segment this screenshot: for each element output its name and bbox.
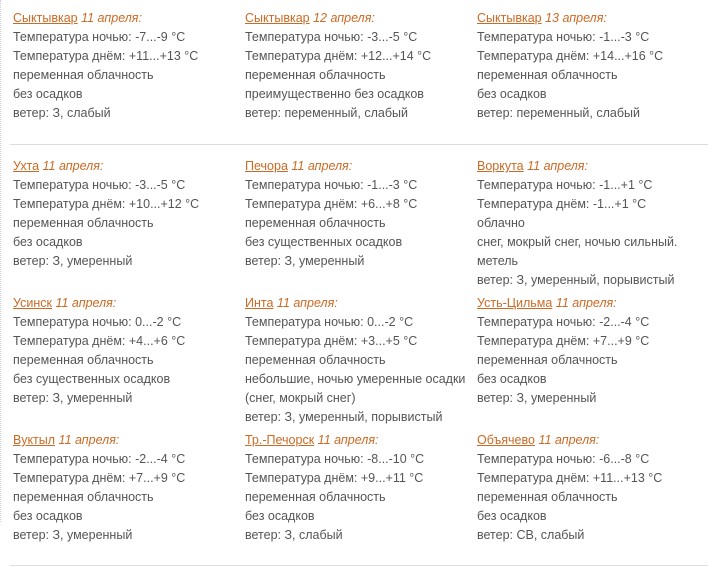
precipitation: небольшие, ночью умеренные осадки — [245, 372, 466, 386]
forecast-date: 11 апреля: — [291, 159, 353, 173]
forecast-date: 11 апреля: — [317, 433, 379, 447]
day-temperature: Температура днём: +11...+13 °C — [477, 471, 663, 485]
forecast-card-syktyvkar-11 — [13, 9, 238, 123]
forecast-title — [13, 157, 238, 176]
day-temperature: Температура днём: +11...+13 °C — [13, 49, 199, 63]
day-temperature: Температура днём: +7...+9 °C — [13, 471, 186, 485]
day-temperature: Температура днём: +9...+11 °C — [245, 471, 424, 485]
wind: ветер: З, умеренный — [245, 254, 365, 268]
precipitation: без осадков — [477, 372, 547, 386]
day-temperature: Температура днём: +7...+9 °C — [477, 334, 650, 348]
night-temperature: Температура ночью: -1...+1 °C — [477, 178, 653, 192]
city-link[interactable]: Печора — [245, 159, 288, 173]
city-link[interactable]: Усть-Цильма — [477, 296, 553, 310]
day-temperature: Температура днём: +6...+8 °C — [245, 197, 418, 211]
cloudiness: переменная облачность — [477, 68, 618, 82]
night-temperature: Температура ночью: -2...-4 °C — [477, 315, 650, 329]
wind: ветер: З, умеренный — [13, 391, 133, 405]
night-temperature: Температура ночью: 0...-2 °C — [245, 315, 414, 329]
section-divider — [10, 144, 708, 145]
night-temperature: Температура ночью: -8...-10 °C — [245, 452, 425, 466]
forecast-date: 11 апреля: — [58, 433, 120, 447]
cloudiness: переменная облачность — [13, 490, 154, 504]
day-temperature: Температура днём: +14...+16 °C — [477, 49, 664, 63]
precipitation-extra: метель — [477, 254, 519, 268]
night-temperature: Температура ночью: -3...-5 °C — [13, 178, 186, 192]
forecast-title — [13, 294, 238, 313]
precipitation: преимущественно без осадков — [245, 87, 424, 101]
city-link[interactable]: Сыктывкар — [477, 11, 542, 25]
forecast-date: 11 апреля: — [42, 159, 104, 173]
wind: ветер: З, умеренный — [477, 391, 597, 405]
precipitation: без осадков — [13, 87, 83, 101]
forecast-title — [245, 9, 470, 28]
night-temperature: Температура ночью: -1...-3 °C — [245, 178, 418, 192]
forecast-title — [245, 431, 470, 450]
wind: ветер: З, умеренный — [13, 528, 133, 542]
precipitation: без осадков — [477, 509, 547, 523]
forecast-title — [477, 9, 702, 28]
cloudiness: переменная облачность — [245, 68, 386, 82]
forecast-date: 11 апреля: — [555, 296, 617, 310]
day-temperature: Температура днём: +10...+12 °C — [13, 197, 200, 211]
forecast-date: 11 апреля: — [276, 296, 338, 310]
city-link[interactable]: Сыктывкар — [13, 11, 78, 25]
day-temperature: Температура днём: +4...+6 °C — [13, 334, 186, 348]
city-link[interactable]: Сыктывкар — [245, 11, 310, 25]
cloudiness: переменная облачность — [245, 216, 386, 230]
wind: ветер: З, умеренный, порывистый — [245, 410, 443, 424]
night-temperature: Температура ночью: -2...-4 °C — [13, 452, 186, 466]
forecast-card-tr-pechorsk — [245, 431, 470, 545]
forecast-title — [477, 431, 702, 450]
precipitation: без осадков — [13, 509, 83, 523]
cloudiness: переменная облачность — [13, 68, 154, 82]
forecast-card-syktyvkar-12 — [245, 9, 470, 123]
forecast-date: 11 апреля: — [538, 433, 600, 447]
cloudiness: переменная облачность — [245, 490, 386, 504]
section-divider-bottom — [10, 565, 708, 566]
forecast-date: 13 апреля: — [545, 11, 607, 25]
cloudiness: переменная облачность — [13, 216, 154, 230]
forecast-card-ust-tsilma — [477, 294, 702, 408]
cloudiness: переменная облачность — [477, 353, 618, 367]
forecast-title — [245, 157, 470, 176]
precipitation: без осадков — [477, 87, 547, 101]
cloudiness: облачно — [477, 216, 525, 230]
forecast-title — [477, 294, 702, 313]
night-temperature: Температура ночью: -1...-3 °C — [477, 30, 650, 44]
day-temperature: Температура днём: +12...+14 °C — [245, 49, 432, 63]
precipitation: без осадков — [13, 235, 83, 249]
forecast-card-syktyvkar-13 — [477, 9, 702, 123]
forecast-date: 11 апреля: — [81, 11, 142, 25]
wind: ветер: З, умеренный, порывистый — [477, 273, 675, 287]
city-link[interactable]: Объячево — [477, 433, 535, 447]
forecast-title — [13, 9, 238, 28]
city-link[interactable]: Ухта — [13, 159, 40, 173]
night-temperature: Температура ночью: -7...-9 °C — [13, 30, 186, 44]
cloudiness: переменная облачность — [477, 490, 618, 504]
cloudiness: переменная облачность — [13, 353, 154, 367]
forecast-date: 12 апреля: — [313, 11, 375, 25]
forecast-title — [477, 157, 702, 176]
precipitation: без осадков — [245, 509, 315, 523]
wind: ветер: З, умеренный — [13, 254, 133, 268]
precipitation: снег, мокрый снег, ночью сильный. — [477, 235, 678, 249]
city-link[interactable]: Усинск — [13, 296, 52, 310]
night-temperature: Температура ночью: 0...-2 °C — [13, 315, 182, 329]
forecast-card-pechora — [245, 157, 470, 271]
wind: ветер: З, слабый — [13, 106, 111, 120]
night-temperature: Температура ночью: -6...-8 °C — [477, 452, 650, 466]
precipitation-extra: (снег, мокрый снег) — [245, 391, 356, 405]
city-link[interactable]: Воркута — [477, 159, 524, 173]
precipitation: без существенных осадков — [13, 372, 171, 386]
forecast-card-obyachevo — [477, 431, 702, 545]
wind: ветер: переменный, слабый — [245, 106, 408, 120]
forecast-card-usinsk — [13, 294, 238, 408]
forecast-date: 11 апреля: — [527, 159, 588, 173]
city-link[interactable]: Вуктыл — [13, 433, 56, 447]
day-temperature: Температура днём: -1...+1 °C — [477, 197, 647, 211]
forecast-card-vuktyl — [13, 431, 238, 545]
day-temperature: Температура днём: +3...+5 °C — [245, 334, 418, 348]
forecast-title — [245, 294, 470, 313]
forecast-card-ukhta — [13, 157, 238, 271]
cloudiness: переменная облачность — [245, 353, 386, 367]
forecast-date: 11 апреля: — [55, 296, 117, 310]
left-dotted-edge — [0, 0, 2, 522]
night-temperature: Температура ночью: -3...-5 °C — [245, 30, 418, 44]
precipitation: без существенных осадков — [245, 235, 403, 249]
wind: ветер: переменный, слабый — [477, 106, 640, 120]
wind: ветер: СВ, слабый — [477, 528, 585, 542]
forecast-title — [13, 431, 238, 450]
city-link[interactable]: Инта — [245, 296, 274, 310]
city-link[interactable]: Тр.-Печорск — [245, 433, 315, 447]
wind: ветер: З, слабый — [245, 528, 343, 542]
forecast-card-inta — [245, 294, 470, 427]
forecast-card-vorkuta — [477, 157, 702, 290]
